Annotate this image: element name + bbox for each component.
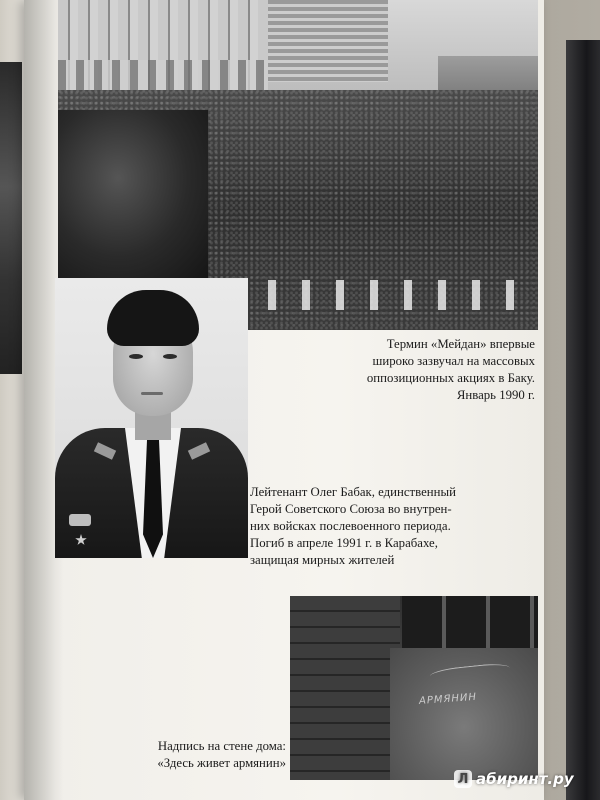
wall-graffiti-text: АРМЯНИН bbox=[418, 691, 478, 707]
caption-line: Погиб в апреле 1991 г. в Карабахе, bbox=[250, 536, 438, 550]
book-cover-edge bbox=[566, 40, 600, 800]
previous-page-photo bbox=[0, 62, 22, 374]
caption-line: широко зазвучал на массовых bbox=[372, 354, 535, 368]
caption-line: Герой Советского Союза во внутрен- bbox=[250, 502, 452, 516]
caption-line: оппозиционных акциях в Баку. bbox=[366, 371, 535, 385]
caption-maidan bbox=[250, 336, 535, 404]
caption-wall bbox=[56, 738, 286, 772]
portrait-mouth bbox=[141, 392, 163, 395]
portrait-eye-right bbox=[163, 354, 177, 359]
crowd-photo-tower bbox=[268, 0, 388, 82]
wall-photo-window bbox=[402, 596, 538, 648]
caption-line: них войсках послевоенного периода. bbox=[250, 519, 451, 533]
crowd-photo-trees bbox=[58, 110, 208, 280]
watermark bbox=[454, 768, 574, 790]
labirint-logo-icon: Л bbox=[454, 770, 472, 788]
caption-babak bbox=[250, 484, 537, 569]
wall-photo bbox=[290, 596, 538, 780]
portrait-photo bbox=[55, 278, 248, 558]
caption-line: Термин «Мейдан» впервые bbox=[386, 337, 535, 351]
caption-line: «Здесь живет армянин» bbox=[157, 756, 286, 770]
portrait-badge bbox=[69, 514, 91, 526]
watermark-text: абиринт.ру bbox=[476, 770, 574, 788]
portrait-eye-left bbox=[129, 354, 143, 359]
portrait-hair bbox=[107, 290, 199, 346]
crowd-photo-banners bbox=[218, 280, 538, 310]
caption-line: Лейтенант Олег Бабак, единственный bbox=[250, 485, 456, 499]
caption-line: Надпись на стене дома: bbox=[157, 739, 286, 753]
caption-line: Январь 1990 г. bbox=[456, 388, 535, 402]
wall-photo-bricks bbox=[290, 596, 400, 780]
caption-line: защищая мирных жителей bbox=[250, 553, 395, 567]
